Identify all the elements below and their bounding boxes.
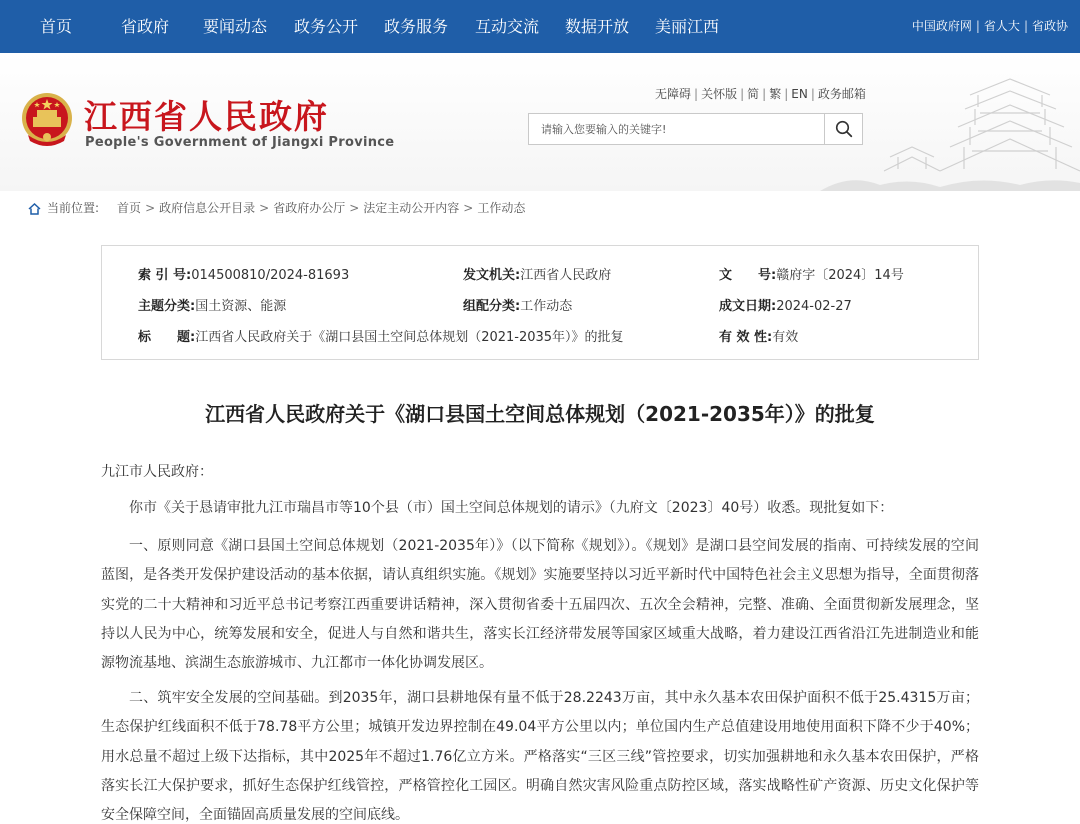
nav-item-interaction[interactable]: 互动交流 [475,17,540,36]
link-accessibility[interactable]: 无障碍 [655,87,692,101]
nav-item-beautiful-jiangxi[interactable]: 美丽江西 [655,17,720,36]
nav-item-open-data[interactable]: 数据开放 [565,17,630,36]
document-paragraph-1: 你市《关于恳请审批九江市瑞昌市等10个县（市）国土空间总体规划的请示》（九府文〔2023〕40号）收悉。现批复如下： [129,500,894,516]
breadcrumb-item-info-catalog[interactable]: 政府信息公开目录 [159,201,256,215]
info-date: 成文日期:2024-02-27 [719,299,852,314]
nav-item-province-gov[interactable]: 省政府 [121,17,170,36]
nav-item-gov-services[interactable]: 政务服务 [384,17,449,36]
pagoda-decoration-icon [817,73,1080,191]
site-subtitle: People's Government of Jiangxi Province [85,135,395,150]
link-gov-mailbox[interactable]: 政务邮箱 [817,87,866,101]
utility-links: 无障碍 | 关怀版 | 简 | 繁 | EN | 政务邮箱 [655,87,866,101]
nav-item-news[interactable]: 要闻动态 [203,17,268,36]
info-validity: 有 效 性:有效 [719,330,799,345]
info-doc-number: 文 号:赣府字〔2024〕14号 [719,268,904,283]
site-title[interactable]: 江西省人民政府 [84,97,329,136]
document-info-box [101,245,979,360]
national-emblem-icon [20,91,74,149]
document-paragraph-3: 二、筑牢安全发展的空间基础。到2035年，湖口县耕地保有量不低于28.2243万亩，其中永久基本农田保护面积不低于25.4315万亩；生态保护红线面积不低于78.78平方公里；城镇开发边界控制在49.04平方公里以内；单位国内生产总值建设用地使用面积下降不少于40%；用水总量不超过上级下达指标，其中2025年不超过1.76亿立方米。严格落实“三区三线”管控要求，切实加强耕地和永久基本农田保护，严格落实长江大保护要求，抓好生态保护红线管控，严格管控化工园区。明确自然灾害风险重点防控区域，落实战略性矿产资源、历史文化保护等安全保障空间，全面锚固高质量发展的空间底线。 [101,690,979,824]
breadcrumb-item-home[interactable]: 首页 [117,201,142,215]
document-title: 江西省人民政府关于《湖口县国土空间总体规划（2021-2035年）》的批复 [205,402,875,426]
link-provincial-cppcc[interactable]: 省政协 [1031,19,1068,33]
link-simplified[interactable]: 简 [747,87,760,101]
breadcrumb-item-work-news[interactable]: 工作动态 [477,201,526,215]
info-title: 标 题:江西省人民政府关于《湖口县国土空间总体规划（2021-2035年）》的批复 [138,330,624,345]
link-traditional[interactable]: 繁 [769,87,782,101]
document-paragraph-2: 一、原则同意《湖口县国土空间总体规划（2021-2035年）》（以下简称《规划》）。《规划》是湖口县空间发展的指南、可持续发展的空间蓝图，是各类开发保护建设活动的基本依据，请认真组织实施。《规划》实施要坚持以习近平新时代中国特色社会主义思想为指导，全面贯彻落实党的二十大精神和习近平总书记考察江西重要讲话精神，深入贯彻省委十五届四次、五次全会精神，完整、准确、全面贯彻新发展理念，坚持以人民为中心，统筹发展和安全，促进人与自然和谐共生，落实长江经济带发展等国家区域重大战略，着力建设江西省沿江先进制造业和能源物流基地、滨湖生态旅游城市、九江都市一体化协调发展区。 [101,538,979,672]
breadcrumb: 当前位置: 首页 > 政府信息公开目录 > 省政府办公厅 > 法定主动公开内容 > 工作动态 [28,191,525,225]
info-issuer: 发文机关:江西省人民政府 [463,268,612,283]
search-input[interactable] [529,114,825,144]
info-group: 组配分类:工作动态 [463,299,573,314]
link-elderly-mode[interactable]: 关怀版 [701,87,738,101]
breadcrumb-label: 当前位置: [47,201,100,215]
breadcrumb-item-statutory-content[interactable]: 法定主动公开内容 [363,201,460,215]
nav-item-gov-affairs-public[interactable]: 政务公开 [294,17,359,36]
top-nav [0,0,1080,53]
link-provincial-congress[interactable]: 省人大 [983,19,1020,33]
document-salutation: 九江市人民政府： [101,464,213,480]
search-box [528,113,863,145]
link-china-gov[interactable]: 中国政府网 [911,19,972,33]
site-header [0,53,1080,191]
link-english[interactable]: EN [791,87,808,101]
home-icon [28,203,41,215]
info-index: 索 引 号:014500810/2024-81693 [138,268,350,283]
breadcrumb-item-general-office[interactable]: 省政府办公厅 [273,201,346,215]
nav-item-home[interactable]: 首页 [40,17,73,36]
top-external-links: 中国政府网 | 省人大 | 省政协 [911,19,1068,33]
info-topic: 主题分类:国土资源、能源 [138,299,287,314]
